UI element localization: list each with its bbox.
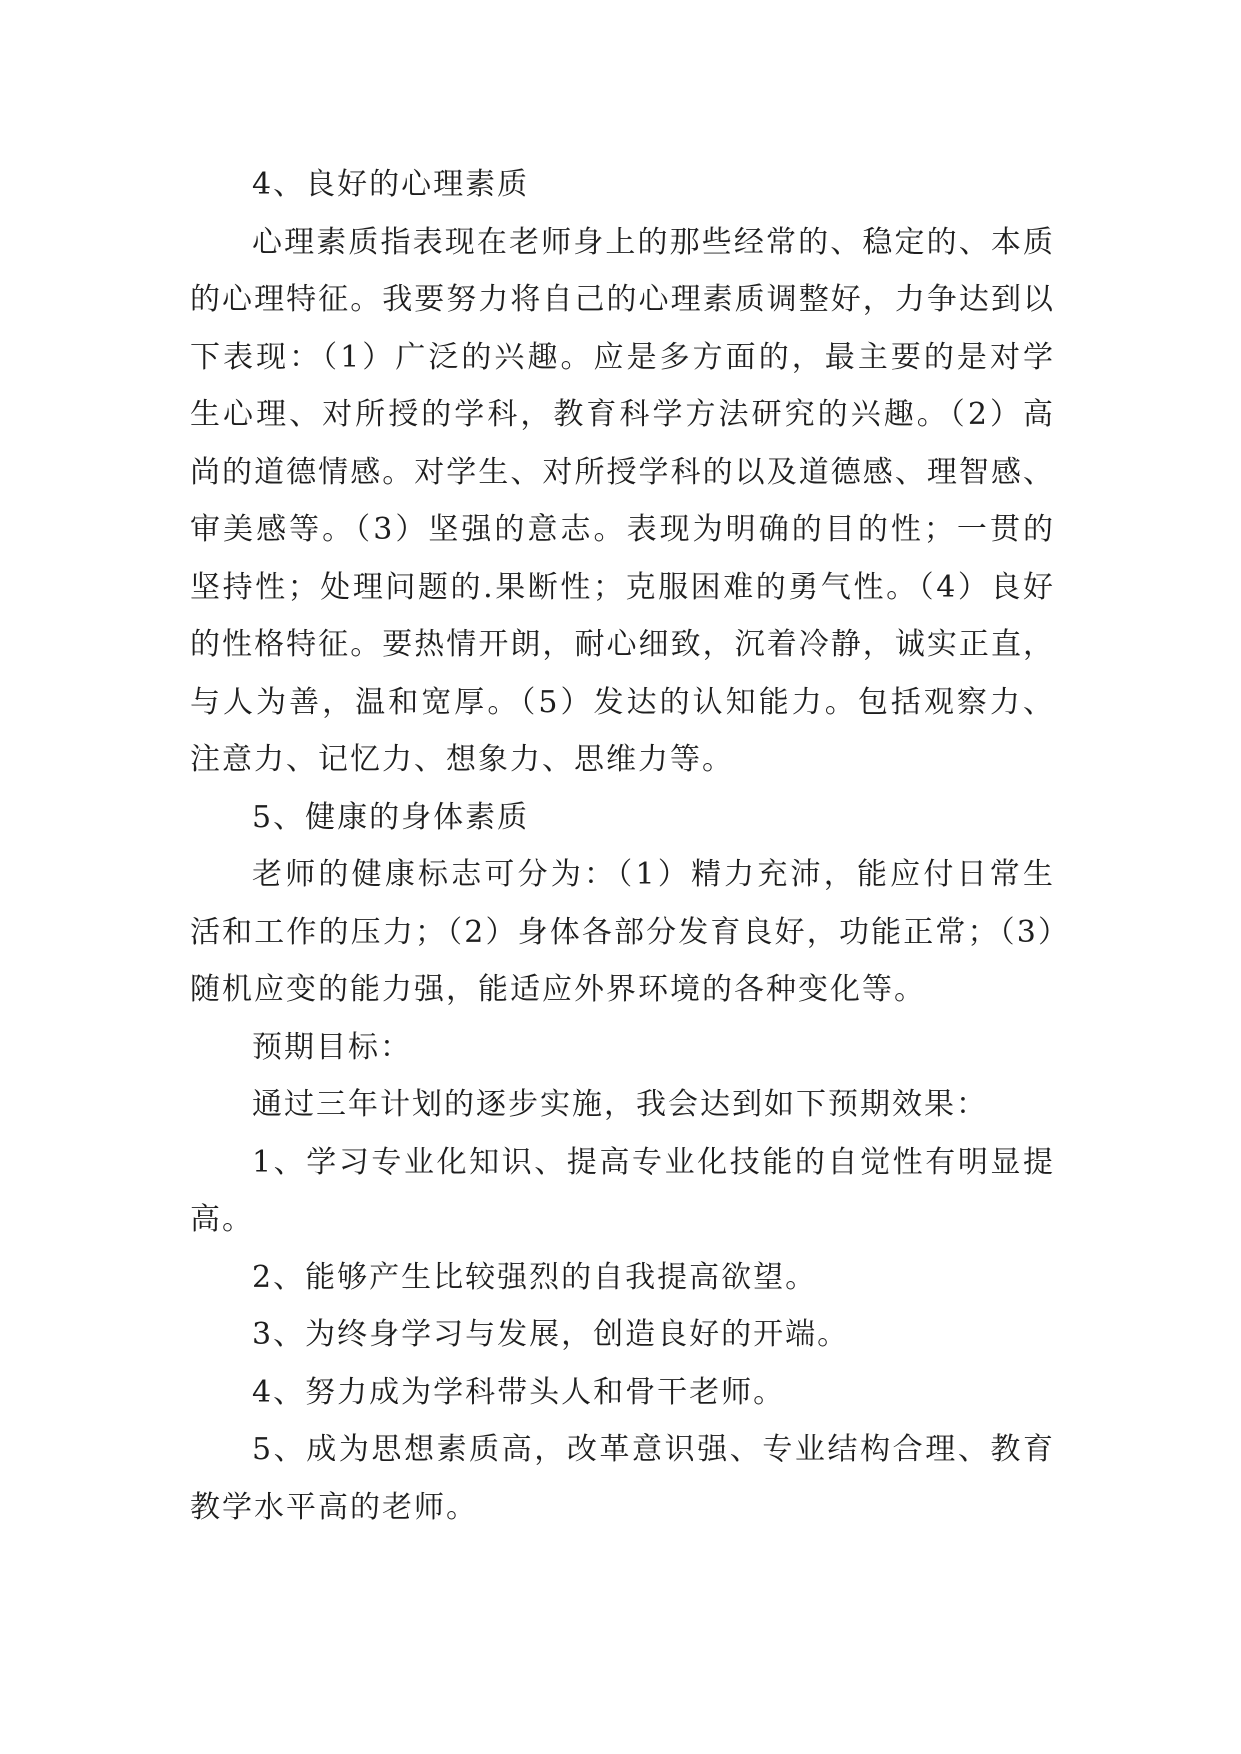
- goal-item-4: 4、努力成为学科带头人和骨干老师。: [252, 1374, 786, 1410]
- goal-item-3: 3、为终身学习与发展，创造良好的开端。: [252, 1317, 850, 1352]
- goal-item-5: 5、成为思想素质高，改革意识强、专业结构合理、教育教学水平高的老师。: [190, 1432, 1055, 1525]
- paragraph-goals-intro: 通过三年计划的逐步实施，我会达到如下预期效果：: [252, 1087, 988, 1122]
- heading-expected-goals: 预期目标：: [252, 1029, 412, 1065]
- paragraph-mental-quality: 心理素质指表现在老师身上的那些经常的、稳定的、本质的心理特征。我要努力将自己的心理素质调整好，力争达到以下表现：（1）广泛的兴趣。应是多方面的，最主要的是对学生心理、对所授的学科，教育科学方法研究的兴趣。（2）高尚的道德情感。对学生、对所授学科的以及道德感、理智感、审美感等。（3）坚强的意志。表现为明确的目的性；一贯的坚持性；处理问题的.果断性；克服困难的勇气性。（4）良好的性格特征。要热情开朗，耐心细致，沉着冷静，诚实正直，与人为善，温和宽厚。（5）发达的认知能力。包括观察力、注意力、记忆力、想象力、思维力等。: [190, 224, 1055, 777]
- paragraph-physical-quality: 老师的健康标志可分为：（1）精力充沛，能应付日常生活和工作的压力；（2）身体各部分发育良好，功能正常；（3）随机应变的能力强，能适应外界环境的各种变化等。: [190, 857, 1055, 1007]
- heading-physical-quality: 5、健康的身体素质: [252, 799, 530, 835]
- heading-mental-quality: 4、良好的心理素质: [252, 167, 530, 202]
- goal-item-1: 1、学习专业化知识、提高专业化技能的自觉性有明显提高。: [190, 1144, 1055, 1237]
- document-body: [190, 156, 1055, 1536]
- goal-item-2: 2、能够产生比较强烈的自我提高欲望。: [252, 1259, 818, 1295]
